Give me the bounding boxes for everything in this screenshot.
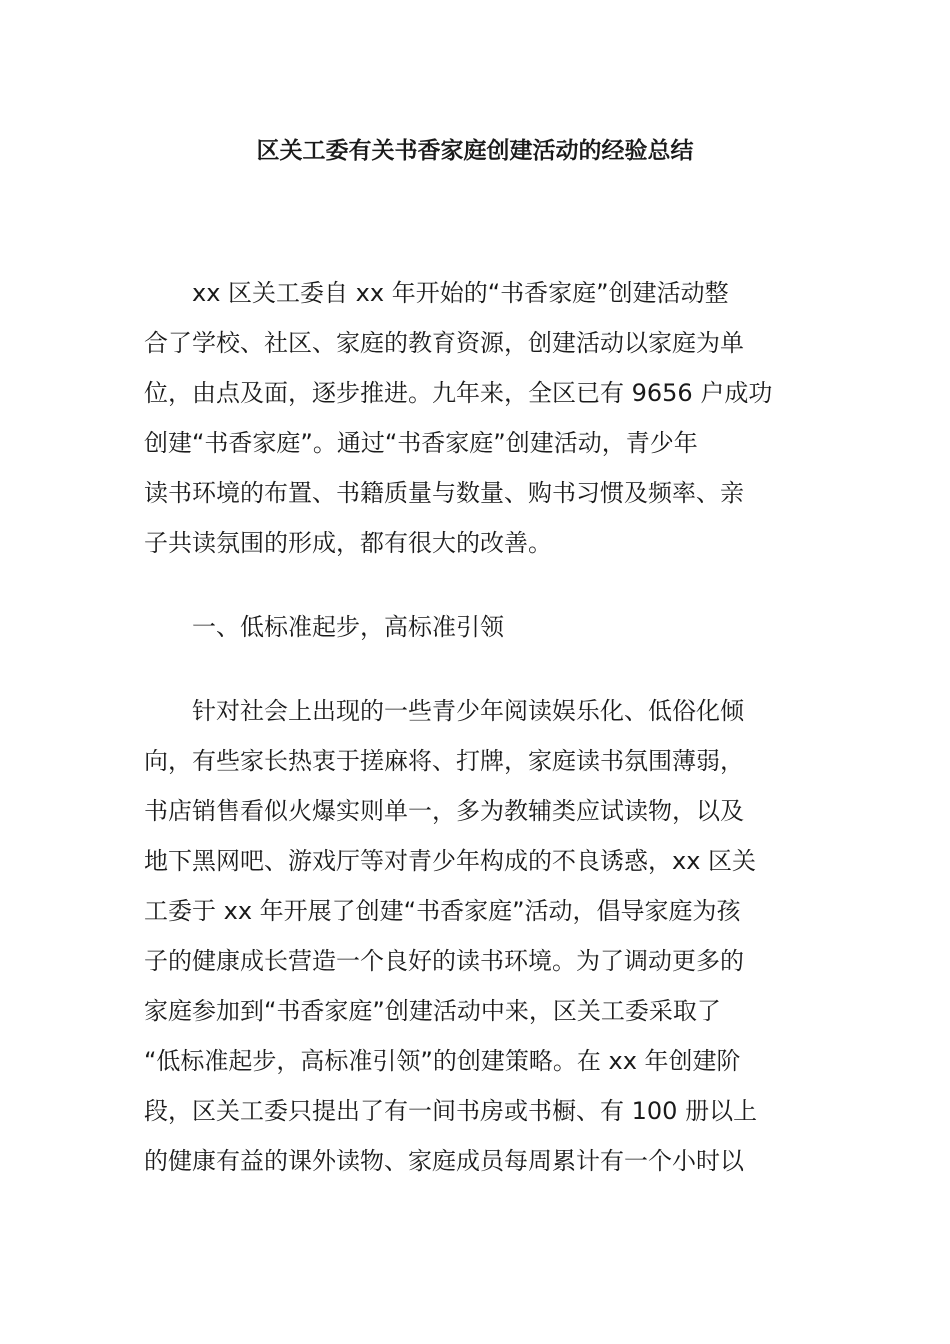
intro-paragraph: xx 区关工委自 xx 年开始的“书香家庭”创建活动整 合了学校、社区、家庭的教育资源，创建活动以家庭为单 位，由点及面，逐步推进。九年来，全区已有 9656 户成功 创建“书香家庭”。通过“书香家庭”创建活动，青少年 读书环境的布置、书籍质量与数量、购书习惯及频率、亲 子共读氛围的形成，都有很大的改善。 [144, 279, 773, 557]
section-heading: 一、低标准起步，高标准引领 [192, 613, 504, 641]
document-body [144, 268, 824, 1186]
document-title: 区关工委有关书香家庭创建活动的经验总结 [256, 138, 694, 164]
body-paragraph: 针对社会上出现的一些青少年阅读娱乐化、低俗化倾 向，有些家长热衷于搓麻将、打牌，家庭读书氛围薄弱， 书店销售看似火爆实则单一，多为教辅类应试读物，以及 地下黑网吧、游戏厅等对青少年构成的不良诱惑，xx 区关 工委于 xx 年开展了创建“书香家庭”活动，倡导家庭为孩 子的健康成长营造一个良好的读书环境。为了调动更多的 家庭参加到“书香家庭”创建活动中来，区关工委采取了 “低标准起步，高标准引领”的创建策略。在 xx 年创建阶 段，区关工委只提出了有一间书房或书橱、有 100 册以上 的健康有益的课外读物、家庭成员每周累计有一个小时以 [144, 697, 758, 1175]
